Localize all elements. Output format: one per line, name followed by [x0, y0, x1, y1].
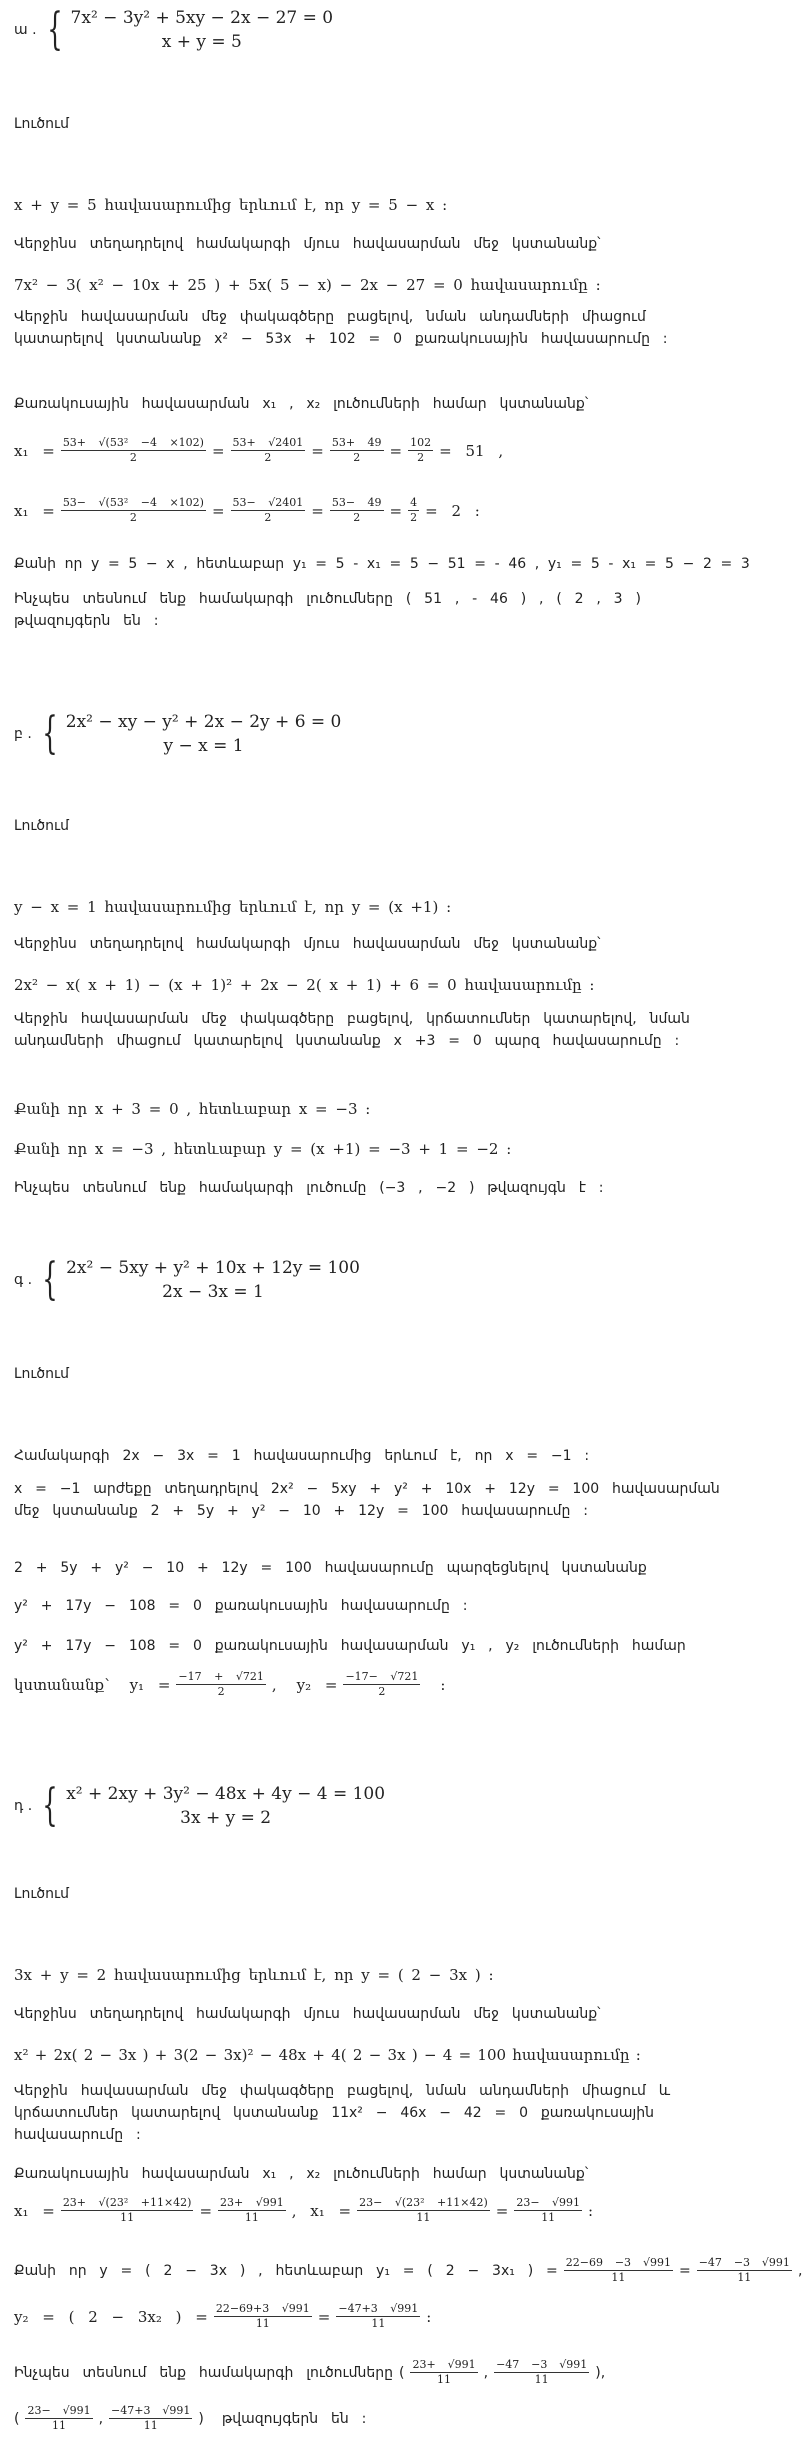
- root-label: y₂ = ( 2 − 3x₂ ) =: [14, 2307, 208, 2326]
- solution-line: 7x² − 3( x² − 10x + 25 ) + 5x( 5 − x) − 2x − 27 = 0 հավասարումը :: [14, 276, 601, 294]
- root-label: x₁ =: [14, 441, 55, 460]
- fraction: $\frac{\text{23+ √(23² +11×42)}}{11}$: [62, 2196, 192, 2224]
- solution-heading: Լուծում: [14, 1366, 69, 1382]
- solution-line: Վերջինս տեղադրելով համակարգի մյուս հավասարման մեջ կստանանք՝: [14, 936, 601, 952]
- solution-line: y² + 17y − 108 = 0 քառակուսային հավասարումը :: [14, 1598, 468, 1614]
- solution-heading: Լուծում: [14, 1886, 69, 1902]
- solution-line: Քանի որ y = 5 − x , հետևաբար y₁ = 5 - x₁ = 5 − 51 = - 46 , y₁ = 5 - x₁ = 5 − 2 = 3: [14, 556, 750, 572]
- root-value: = 51 ,: [439, 441, 504, 460]
- system-equation-2: y − x = 1: [163, 736, 244, 756]
- brace-icon: {: [42, 1254, 58, 1305]
- root-x2-line: x₁ = $\frac{\text{53− √(53² −4 ×102)}}{2}$ = $\frac{53- √2401}{2}$ = $\frac{53- 49}{2}$ = $\frac{4}{2}$ = 2 :: [14, 496, 480, 524]
- solution-text: Ինչպես տեսնում ենք համակարգի լուծումները: [14, 2364, 394, 2381]
- system-d: [14, 1782, 726, 1830]
- root-label: y₂ =: [296, 1675, 338, 1694]
- fraction: $\frac{22-69 -3 √991}{11}$: [565, 2256, 671, 2284]
- root-value: = 2 :: [425, 501, 480, 520]
- system-equation-1: 2x² − 5xy + y² + 10x + 12y = 100: [66, 1258, 360, 1278]
- system-equation-2: 2x − 3x = 1: [162, 1282, 264, 1302]
- solution-conclusion: Ինչպես տեսնում ենք համակարգի լուծումները ( 51 , - 46 ) , ( 2 , 3 ) թվազույգերն են :: [14, 591, 641, 629]
- solution-line: Վերջին հավասարման մեջ փակագծերը բացելով, նման անդամների միացում և կրճատումներ կատարելով կստանանք 11x² − 46x − 42 = 0 քառակուսային հավասարումը :: [14, 2083, 671, 2143]
- solution-line: Վերջինս տեղադրելով համակարգի մյուս հավասարման մեջ կստանանք՝: [14, 236, 601, 252]
- fraction: $\frac{-47 -3 √991}{11}$: [698, 2256, 790, 2284]
- fraction: $\frac{-17- √721}{2}$: [345, 1670, 419, 1698]
- system-equation-1: 2x² − xy − y² + 2x − 2y + 6 = 0: [65, 712, 342, 732]
- fraction: $\frac{4}{2}$: [410, 496, 418, 524]
- roots-y-line: կստանանք՝ y₁ = $\frac{-17 + √721}{2}$ , y₂ = $\frac{-17- √721}{2}$ :: [14, 1670, 446, 1698]
- solution-line: x = −1 արժեքը տեղադրելով 2x² − 5xy + y² + 10x + 12y = 100 հավասարման մեջ կստանանք 2 + 5y + y² − 10 + 12y = 100 հավասարումը :: [14, 1481, 720, 1519]
- root-label: x₁ =: [14, 501, 55, 520]
- solution-line: Վերջին հավասարման մեջ փակագծերը բացելով, կրճատումներ կատարելով, նման անդամների միացում կատարելով կստանանք x +3 = 0 պարզ հավասարումը :: [14, 1011, 690, 1049]
- punctuation: :: [440, 1675, 446, 1694]
- solution-conclusion: Ինչպես տեսնում ենք համակարգի լուծումները ( $\frac{23+ √991}{11}$ , $\frac{-47 -3 √991}{11}$ ),: [14, 2358, 606, 2386]
- system-equation-2: 3x + y = 2: [180, 1808, 272, 1828]
- system-label: ա .: [14, 22, 37, 38]
- solution-line: 3x + y = 2 հավասարումից երևում է, որ y = ( 2 − 3x ) :: [14, 1966, 494, 1984]
- fraction: $\frac{102}{2}$: [410, 436, 432, 464]
- solution-line: Քանի որ x + 3 = 0 , հետևաբար x = −3 :: [14, 1100, 371, 1118]
- system-label: դ .: [14, 1798, 33, 1814]
- fraction: $\frac{53+ √2401}{2}$: [232, 436, 304, 464]
- system-equation-2: x + y = 5: [161, 32, 242, 52]
- root-label: y₁ =: [129, 1675, 171, 1694]
- fraction: $\frac{-17 + √721}{2}$: [178, 1670, 264, 1698]
- fraction: $\frac{23+ √991}{11}$: [220, 2196, 284, 2224]
- solution-text: Քանի որ y = ( 2 − 3x ) , հետևաբար y₁ = ( 2 − 3x₁ ) =: [14, 2262, 558, 2279]
- fraction: $\frac{\text{53+ √(53² −4 ×102)}}{2}$: [62, 436, 204, 464]
- fraction: $\frac{53+ 49}{2}$: [331, 436, 382, 464]
- roots-y1-line: Քանի որ y = ( 2 − 3x ) , հետևաբար y₁ = ( 2 − 3x₁ ) = $\frac{22-69 -3 √991}{11}$ = $\frac{-47 -3 √991}{11}$ ,: [14, 2256, 802, 2284]
- fraction: $\frac{23- √991}{11}$: [516, 2196, 581, 2224]
- brace-icon: {: [42, 708, 58, 759]
- solution-conclusion: Ինչպես տեսնում ենք համակարգի լուծումը (−3 , −2 ) թվազույգն է :: [14, 1180, 604, 1196]
- solution-line: x² + 2x( 2 − 3x ) + 3(2 − 3x)² − 48x + 4( 2 − 3x ) − 4 = 100 հավասարումը :: [14, 2046, 641, 2064]
- solution-line: 2 + 5y + y² − 10 + 12y = 100 հավասարումը պարզեցնելով կստանանք: [14, 1560, 647, 1576]
- solution-line: Համակարգի 2x − 3x = 1 հավասարումից երևում է, որ x = −1 :: [14, 1448, 590, 1464]
- system-equation-1: x² + 2xy + 3y² − 48x + 4y − 4 = 100: [66, 1784, 386, 1804]
- root-x1-line: x₁ = $\frac{\text{53+ √(53² −4 ×102)}}{2}$ = $\frac{53+ √2401}{2}$ = $\frac{53+ 49}{2}$ = $\frac{102}{2}$ = 51 ,: [14, 436, 504, 464]
- solution-line: Քառակուսային հավասարման x₁ , x₂ լուծումների համար կստանանք՝: [14, 396, 589, 412]
- roots-y2-line: y₂ = ( 2 − 3x₂ ) = $\frac{22-69+3 √991}{11}$ = $\frac{-47+3 √991}{11}$ :: [14, 2302, 432, 2330]
- solution-line: Վերջինս տեղադրելով համակարգի մյուս հավասարման մեջ կստանանք՝: [14, 2006, 601, 2022]
- solution-conclusion: ( $\frac{23- √991}{11}$ , $\frac{-47+3 √991}{11}$ ) թվազույգերն են :: [14, 2404, 367, 2432]
- fraction: $\frac{-47 -3 √991}{11}$: [496, 2358, 588, 2386]
- system-label: գ .: [14, 1272, 33, 1288]
- fraction: $\frac{23+ √991}{11}$: [412, 2358, 476, 2386]
- solution-heading: Լուծում: [14, 116, 69, 132]
- fraction: $\frac{53- √2401}{2}$: [232, 496, 304, 524]
- system-b: [14, 710, 726, 758]
- fraction: $\frac{\text{53− √(53² −4 ×102)}}{2}$: [62, 496, 204, 524]
- solution-line: y² + 17y − 108 = 0 քառակուսային հավասարման y₁ , y₂ լուծումների համար: [14, 1638, 686, 1654]
- solution-line: y − x = 1 հավասարումից երևում է, որ y = (x +1) :: [14, 898, 452, 916]
- solution-line: Քառակուսային հավասարման x₁ , x₂ լուծումների համար կստանանք՝: [14, 2166, 589, 2182]
- solution-line: x + y = 5 հավասարումից երևում է, որ y = 5 − x :: [14, 196, 448, 214]
- fraction: $\frac{53- 49}{2}$: [331, 496, 382, 524]
- fraction: $\frac{23- √991}{11}$: [27, 2404, 91, 2432]
- fraction: $\frac{22-69+3 √991}{11}$: [215, 2302, 310, 2330]
- system-a: [14, 6, 726, 54]
- root-label: x₁ =: [14, 2201, 55, 2220]
- fraction: $\frac{-47+3 √991}{11}$: [338, 2302, 419, 2330]
- punctuation: :: [588, 2201, 594, 2220]
- system-label: բ .: [14, 726, 32, 742]
- solution-text: թվազույգերն են :: [221, 2410, 367, 2427]
- brace-icon: {: [46, 4, 63, 55]
- solution-text: կստանանք՝: [14, 1675, 110, 1694]
- system-c: [14, 1256, 726, 1304]
- brace-icon: {: [42, 1780, 58, 1831]
- roots-x-line: x₁ = $\frac{\text{23+ √(23² +11×42)}}{11}$ = $\frac{23+ √991}{11}$ , x₁ = $\frac{\text{23− √(23² +11×42)}}{11}$ = $\frac{23- √991}{11}$ :: [14, 2196, 594, 2224]
- solution-line: 2x² − x( x + 1) − (x + 1)² + 2x − 2( x + 1) + 6 = 0 հավասարումը :: [14, 976, 595, 994]
- solution-heading: Լուծում: [14, 818, 69, 834]
- fraction: $\frac{\text{23− √(23² +11×42)}}{11}$: [359, 2196, 488, 2224]
- fraction: $\frac{-47+3 √991}{11}$: [111, 2404, 191, 2432]
- solution-line: Քանի որ x = −3 , հետևաբար y = (x +1) = −3 + 1 = −2 :: [14, 1140, 512, 1158]
- punctuation: :: [426, 2307, 432, 2326]
- root-label: , x₁ =: [291, 2201, 352, 2220]
- solution-line: Վերջին հավասարման մեջ փակագծերը բացելով, նման անդամների միացում կատարելով կստանանք x² − 53x + 102 = 0 քառակուսային հավասարումը :: [14, 309, 668, 347]
- system-equation-1: 7x² − 3y² + 5xy − 2x − 27 = 0: [70, 8, 334, 28]
